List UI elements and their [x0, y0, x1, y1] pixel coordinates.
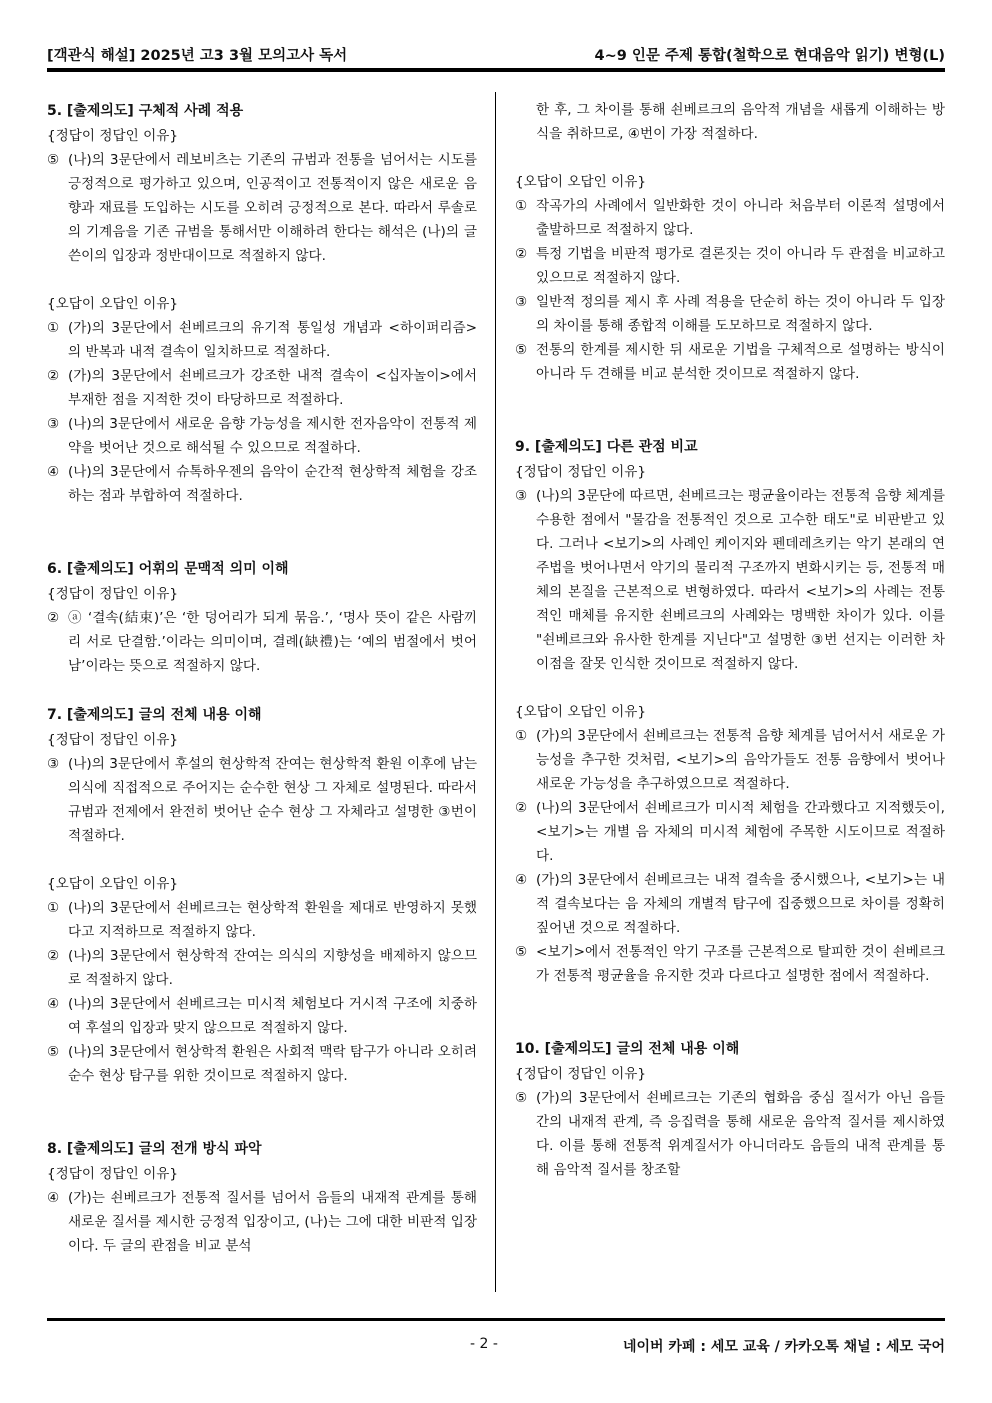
question-9-section	[515, 434, 945, 988]
explanation-text: ⓐ ‘결속(結束)’은 ‘한 덩어리가 되게 묶음.’, ‘명사 뜻이 같은 사람끼리 서로 단결함.’이라는 의미이며, 결례(缺禮)는 ‘예의 범절에서 벗어남’이라는 뜻으로 적절하지 않다.	[68, 610, 477, 674]
explanation-text: 일반적 정의를 제시 후 사례 적용을 단순히 하는 것이 아니라 두 입장의 차이를 통해 종합적 이해를 도모하므로 적절하지 않다.	[536, 294, 945, 334]
choice-number: ③	[515, 294, 528, 310]
page-header	[47, 44, 945, 68]
choice-number: ③	[515, 488, 528, 504]
choice-number: ⑤	[515, 342, 528, 358]
header-subtitle: 4~9 인문 주제 통합(철학으로 현대음악 읽기) 변형(L)	[594, 48, 945, 64]
spacer	[515, 1012, 945, 1036]
header-title: [객관식 해설] 2025년 고3 3월 모의고사 독서	[47, 48, 348, 64]
question-7-title: 7. [출제의도] 글의 전체 내용 이해	[47, 707, 262, 723]
explanation-text: (나)의 3문단에서 후설의 현상학적 잔여는 현상학적 환원 이후에 남는 의식에 직접적으로 주어지는 순수한 현상 그 자체로 설명된다. 따라서 규범과 전제에서 완전히 벗어난 순수 현상 그 자체라고 설명한 ③번이 적절하다.	[68, 756, 477, 844]
question-7-section	[47, 702, 477, 1088]
page-number: - 2 -	[470, 1336, 498, 1352]
wrong-answer-item	[47, 1040, 477, 1088]
explanation-text: <보기>에서 전통적인 악기 구조를 근본적으로 탈피한 것이 쇤베르크가 전통적 평균율을 유지한 것과 다르다고 설명한 점에서 적절하다.	[536, 944, 945, 984]
wrong-answer-item	[515, 290, 945, 338]
choice-number: ⑤	[47, 152, 60, 168]
choice-number: ③	[47, 756, 60, 772]
correct-answer-item	[47, 1186, 477, 1258]
choice-number: ④	[47, 1190, 60, 1206]
footer-rule	[47, 1318, 945, 1321]
spacer	[47, 268, 477, 292]
explanation-text: (나)의 3문단에서 쇤베르크는 현상학적 환원을 제대로 반영하지 못했다고 지적하므로 적절하지 않다.	[68, 900, 477, 940]
explanation-text: 전통의 한계를 제시한 뒤 새로운 기법을 구체적으로 설명하는 방식이 아니라 두 견해를 비교 분석한 것이므로 적절하지 않다.	[536, 342, 945, 382]
choice-number: ①	[515, 728, 528, 744]
explanation-text: (나)의 3문단에서 쇤베르크가 미시적 체험을 간과했다고 지적했듯이, <보기>는 개별 음 자체의 미시적 체험에 주목한 시도이므로 적절하다.	[536, 800, 945, 864]
wrong-answer-item	[47, 992, 477, 1040]
choice-number: ⑤	[47, 1044, 60, 1060]
explanation-text: 특정 기법을 비판적 평가로 결론짓는 것이 아니라 두 관점을 비교하고 있으므로 적절하지 않다.	[536, 246, 945, 286]
choice-number: ④	[515, 872, 528, 888]
question-8-title: 8. [출제의도] 글의 전개 방식 파악	[47, 1141, 262, 1157]
choice-number: ⑤	[515, 944, 528, 960]
correct-answer-item	[47, 148, 477, 268]
question-10-section	[515, 1036, 945, 1182]
footer-contact: 네이버 카페 : 세모 교육 / 카카오톡 채널 : 세모 국어	[622, 1339, 945, 1355]
explanation-text: (나)의 3문단에서 쇤베르크는 미시적 체험보다 거시적 구조에 치중하여 후설의 입장과 맞지 않으므로 적절하지 않다.	[68, 996, 477, 1036]
choice-number: ④	[47, 996, 60, 1012]
wrong-answer-item	[515, 194, 945, 242]
header-rule	[47, 68, 945, 72]
wrong-answer-item	[515, 940, 945, 988]
spacer	[47, 848, 477, 872]
wrong-answer-item	[515, 724, 945, 796]
question-5-title: 5. [출제의도] 구체적 사례 적용	[47, 103, 244, 119]
wrong-reason-label: {오답이 오답인 이유}	[47, 296, 178, 312]
choice-number: ②	[515, 800, 528, 816]
wrong-reason-label: {오답이 오답인 이유}	[47, 876, 178, 892]
correct-reason-label: {정답이 정답인 이유}	[515, 1066, 646, 1082]
question-6-section	[47, 556, 477, 678]
spacer	[47, 532, 477, 556]
explanation-text: (가)는 쇤베르크가 전통적 질서를 넘어서 음들의 내재적 관계를 통해 새로운 질서를 제시한 긍정적 입장이고, (나)는 그에 대한 비판적 입장이다. 두 글의 관점을 비교 분석	[68, 1190, 477, 1254]
choice-number: ⑤	[515, 1090, 528, 1106]
wrong-answer-item	[47, 316, 477, 364]
explanation-text: (가)의 3문단에서 쇤베르크는 전통적 음향 체계를 넘어서서 새로운 가능성을 추구한 것처럼, <보기>의 음악가들도 전통 음향에서 벗어나 새로운 가능성을 추구하였으므로 적절하다.	[536, 728, 945, 792]
correct-reason-label: {정답이 정답인 이유}	[515, 464, 646, 480]
explanation-text: 작곡가의 사례에서 일반화한 것이 아니라 처음부터 이론적 설명에서 출발하므로 적절하지 않다.	[536, 198, 945, 238]
question-10-title: 10. [출제의도] 글의 전체 내용 이해	[515, 1041, 740, 1057]
wrong-answer-item	[515, 868, 945, 940]
explanation-text: (나)의 3문단에서 현상학적 잔여는 의식의 지향성을 배제하지 않으므로 적절하지 않다.	[68, 948, 477, 988]
wrong-answer-item	[47, 364, 477, 412]
correct-reason-label: {정답이 정답인 이유}	[47, 586, 178, 602]
explanation-text: (가)의 3문단에서 쇤베르크의 유기적 통일성 개념과 <하이퍼리즘>의 반복과 내적 결속이 일치하므로 적절하다.	[68, 320, 477, 360]
question-8-continued	[515, 98, 945, 386]
explanation-text: (나)의 3문단에 따르면, 쇤베르크는 평균율이라는 전통적 음향 체계를 수용한 점에서 "물감을 전통적인 것으로 고수한 태도"로 비판받고 있다. 그러나 <보기>의 사례인 케이지와 펜데레츠키는 악기 본래의 연주법을 벗어나면서 악기의 물리적 구조까지 변화시키는 등, 전통적 매체의 본질을 근본적으로 변형하였다. 따라서 <보기>의 사례는 전통적인 매체를 유지한 쇤베르크의 사례와는 명백한 차이가 있다. 이를 "쇤베르크와 유사한 한계를 지닌다"고 설명한 ③번 선지는 이러한 차이점을 잘못 인식한 것이므로 적절하지 않다.	[536, 488, 945, 672]
wrong-reason-label: {오답이 오답인 이유}	[515, 704, 646, 720]
choice-number: ②	[47, 368, 60, 384]
choice-number: ①	[515, 198, 528, 214]
choice-number: ①	[47, 900, 60, 916]
correct-reason-label: {정답이 정답인 이유}	[47, 732, 178, 748]
question-5-section	[47, 98, 477, 508]
right-column	[515, 98, 945, 1206]
correct-reason-label: {정답이 정답인 이유}	[47, 128, 178, 144]
correct-answer-item	[47, 752, 477, 848]
spacer	[515, 410, 945, 434]
explanation-text: (나)의 3문단에서 현상학적 환원은 사회적 맥락 탐구가 아니라 오히려 순수 현상 탐구를 위한 것이므로 적절하지 않다.	[68, 1044, 477, 1084]
correct-answer-item	[47, 606, 477, 678]
choice-number: ②	[515, 246, 528, 262]
choice-number: ①	[47, 320, 60, 336]
explanation-text: (가)의 3문단에서 쇤베르크가 강조한 내적 결속이 <십자놀이>에서 부재한 점을 지적한 것이 타당하므로 적절하다.	[68, 368, 477, 408]
correct-answer-item	[515, 1086, 945, 1182]
spacer	[515, 146, 945, 170]
wrong-answer-item	[47, 412, 477, 460]
correct-answer-item	[515, 484, 945, 676]
choice-number: ②	[47, 610, 60, 626]
wrong-answer-item	[515, 338, 945, 386]
explanation-text: (가)의 3문단에서 쇤베르크는 내적 결속을 중시했으나, <보기>는 내적 결속보다는 음 자체의 개별적 탐구에 집중했으므로 차이를 정확히 짚어낸 것으로 적절하다.	[536, 872, 945, 936]
wrong-answer-item	[47, 896, 477, 944]
question-9-title: 9. [출제의도] 다른 관점 비교	[515, 439, 698, 455]
choice-number: ③	[47, 416, 60, 432]
wrong-answer-item	[47, 460, 477, 508]
explanation-text: (나)의 3문단에서 슈톡하우젠의 음악이 순간적 현상학적 체험을 강조하는 점과 부합하여 적절하다.	[68, 464, 477, 504]
wrong-answer-item	[47, 944, 477, 992]
explanation-continued: 한 후, 그 차이를 통해 쇤베르크의 음악적 개념을 새롭게 이해하는 방식을 취하므로, ④번이 가장 적절하다.	[536, 102, 945, 142]
spacer	[515, 676, 945, 700]
choice-number: ②	[47, 948, 60, 964]
explanation-text: (나)의 3문단에서 레보비츠는 기존의 규범과 전통을 넘어서는 시도를 긍정적으로 평가하고 있으며, 인공적이고 전통적이지 않은 새로운 음향과 재료를 도입하는 시도를 오히려 긍정적으로 본다. 따라서 루솔로의 기계음을 기존 규범을 통해서만 이해하려 한다는 해석은 (나)의 글쓴이의 입장과 정반대이므로 적절하지 않다.	[68, 152, 477, 264]
wrong-answer-item	[515, 796, 945, 868]
explanation-text: (나)의 3문단에서 새로운 음향 가능성을 제시한 전자음악이 전통적 제약을 벗어난 것으로 해석될 수 있으므로 적절하다.	[68, 416, 477, 456]
column-divider	[495, 92, 496, 1292]
wrong-reason-label: {오답이 오답인 이유}	[515, 174, 646, 190]
question-8-section	[47, 1136, 477, 1258]
choice-number: ④	[47, 464, 60, 480]
left-column	[47, 98, 477, 1282]
question-6-title: 6. [출제의도] 어휘의 문맥적 의미 이해	[47, 561, 289, 577]
correct-reason-label: {정답이 정답인 이유}	[47, 1166, 178, 1182]
explanation-text: (가)의 3문단에서 쇤베르크는 기존의 협화음 중심 질서가 아닌 음들 간의 내재적 관계, 즉 응집력을 통해 새로운 음악적 질서를 제시하였다. 이를 통해 전통적 위계질서가 아니더라도 음들의 내적 관계를 통해 음악적 질서를 창조할	[536, 1090, 945, 1178]
spacer	[47, 1112, 477, 1136]
wrong-answer-item	[515, 242, 945, 290]
